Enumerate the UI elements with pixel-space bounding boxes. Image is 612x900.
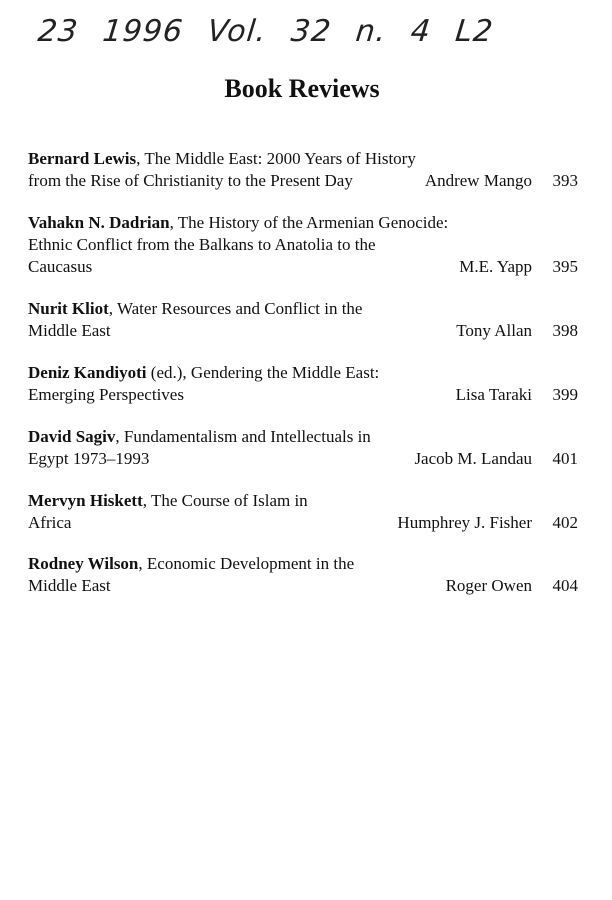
entry-author: Rodney Wilson [28,554,139,573]
entry-title-line: The History of the Armenian Genocide: [177,213,449,232]
entry-author: David Sagiv [28,427,116,446]
entry-title-line: Economic Development in the [146,554,355,573]
entry-right [425,170,578,192]
entry-line: Vahakn N. Dadrian, The History of the Armenian Genocide: [28,213,449,232]
entry-title-line: Fundamentalism and Intellectuals in [123,427,371,446]
entry-page-number: 393 [552,171,578,190]
entry-page-number: 401 [552,449,578,468]
review-entry [28,212,578,278]
entry-author: Nurit Kliot [28,299,109,318]
entry-right [446,575,578,597]
review-entry [28,490,578,534]
entry-title-line: Middle East [28,321,111,340]
entry-title-line: The Middle East: 2000 Years of History [144,149,416,168]
page-title: Book Reviews [224,74,380,103]
entry-reviewer: Roger Owen [445,576,532,595]
entry-author: Vahakn N. Dadrian [28,213,170,232]
review-entry [28,426,578,470]
entry-title-line: Africa [28,513,72,532]
entry-line [28,170,578,192]
entry-line [28,448,578,470]
entry-title-line: Ethnic Conflict from the Balkans to Anatolia to the [28,235,376,254]
entry-right [456,320,578,342]
entry-reviewer: Humphrey J. Fisher [397,513,532,532]
entry-author: Bernard Lewis [28,149,137,168]
entry-line: Mervyn Hiskett, The Course of Islam in [28,491,308,510]
entry-reviewer: M.E. Yapp [459,257,532,276]
entry-line: David Sagiv, Fundamentalism and Intellectuals in [28,427,371,446]
entry-page-number: 399 [552,385,578,404]
entry-title-line: Water Resources and Conflict in the [116,299,363,318]
entry-line [28,320,578,342]
entry-reviewer: Andrew Mango [424,171,532,190]
entry-page-number: 395 [552,257,578,276]
entry-line [28,512,578,534]
entry-author: Deniz Kandiyoti [28,363,147,382]
entry-page-number: 402 [552,513,578,532]
entry-title-line: (ed.), Gendering the Middle East: [150,363,380,382]
entry-right [397,512,578,534]
entry-right [456,384,578,406]
entry-reviewer: Tony Allan [456,321,532,340]
entry-page-number: 404 [552,576,578,595]
entry-title-line: Middle East [28,576,111,595]
entry-line [28,234,578,256]
entry-reviewer: Jacob M. Landau [414,449,532,468]
entry-right [414,448,578,470]
handwritten-note: 23 1996 Vol. 32 n. 4 L2 [36,14,496,49]
entry-line: Nurit Kliot, Water Resources and Conflict in the [28,299,363,318]
entry-author: Mervyn Hiskett [28,491,143,510]
entry-right [459,256,578,278]
entry-line [28,575,578,597]
entry-page-number: 398 [552,321,578,340]
entry-title-line: Caucasus [28,257,93,276]
entry-line: Rodney Wilson, Economic Development in the [28,554,355,573]
entry-title-line: Egypt 1973–1993 [28,449,150,468]
entry-title-line: The Course of Islam in [150,491,308,510]
entry-line [28,362,578,384]
review-entry [28,553,578,597]
review-entry [28,298,578,342]
entry-line [28,384,578,406]
review-entry [28,362,578,406]
entry-reviewer: Lisa Taraki [455,385,532,404]
entry-line: Bernard Lewis, The Middle East: 2000 Years of History [28,149,416,168]
entry-title-line: Emerging Perspectives [28,385,184,404]
review-entry [28,148,578,192]
entry-title-line: from the Rise of Christianity to the Present Day [28,171,353,190]
entry-line [28,256,578,278]
